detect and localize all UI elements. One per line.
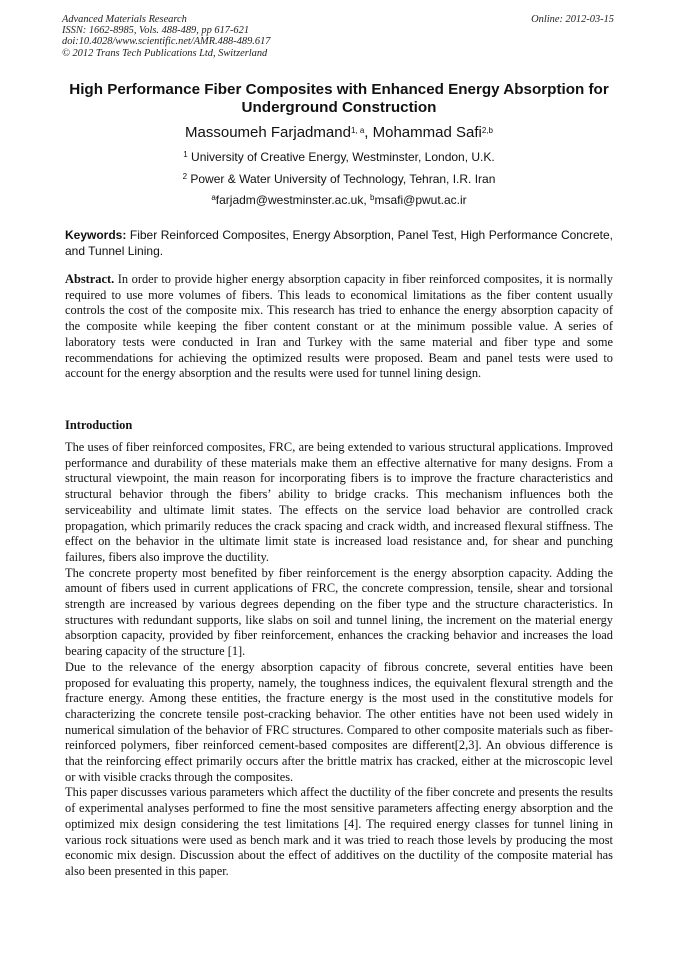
affiliation-1 xyxy=(40,150,638,164)
body-paragraph: This paper discusses various parameters which affect the ductility of the fiber concrete and presents the results of experimental analyses performed to fine the most sensitive parameters affecting energy absorption and the optimized mix design considering the test limitations [4]. The required energy classes for tunnel lining in various rock situations were used as bench mark and it was tried to reach those levels by producing the most economic mix design. Discussion about the effect of additives on the ductility of the composite material has also been presented in this paper. xyxy=(65,785,613,878)
affiliation-text: Power & Water University of Technology, Tehran, I.R. Iran xyxy=(187,172,496,186)
affiliation-number: 1 xyxy=(183,150,188,159)
abstract xyxy=(65,272,613,382)
journal-header xyxy=(62,14,442,59)
author-name: Mohammad Safi xyxy=(372,124,482,141)
journal-name: Advanced Materials Research xyxy=(62,14,187,25)
issn-line: ISSN: 1662-8985, Vols. 488-489, pp 617-621 xyxy=(62,25,250,37)
email-marker: a xyxy=(211,193,216,202)
author-separator: , xyxy=(364,124,373,141)
author-name: Massoumeh Farjadmand xyxy=(185,124,351,141)
email-address[interactable]: farjadm@westminster.ac.uk, xyxy=(215,193,371,207)
online-date: Online: 2012-03-15 xyxy=(531,14,614,25)
body-paragraph: The uses of fiber reinforced composites, FRC, are being extended to various structural applications. Improved performance and durability of these materials make them an effective alternative for many designs. From a structural viewpoint, the main reason for incorporating fibers is to improve the fracture characteristics and structural behavior through the fibers’ ability to bridge cracks. This mechanism influences both the serviceability and ultimate limit states. The effects on the service load behavior are controlled crack propagation, which primarily reduces the crack spacing and crack width, and increased flexural stiffness. The effect on the behavior in the ultimate limit state is increased load resistance and, for shear and punching failures, fibers also improve the ductility. xyxy=(65,440,613,564)
author-superscript: 1, a xyxy=(350,126,365,135)
keywords-text: Fiber Reinforced Composites, Energy Absorption, Panel Test, High Performance Concrete, and Tunnel Lining. xyxy=(65,228,613,258)
abstract-label: Abstract. xyxy=(65,272,115,286)
doi-line[interactable]: doi:10.4028/www.scientific.net/AMR.488-489.617 xyxy=(62,36,271,48)
copyright-line: © 2012 Trans Tech Publications Ltd, Switzerland xyxy=(62,47,268,59)
email-line xyxy=(40,193,638,207)
section-heading-introduction: Introduction xyxy=(65,418,133,432)
email-marker: b xyxy=(370,193,375,202)
keywords-label: Keywords: xyxy=(65,228,127,242)
email-address[interactable]: msafi@pwut.ac.ir xyxy=(374,193,467,207)
body-paragraph: Due to the relevance of the energy absorption capacity of fibrous concrete, several entities have been proposed for evaluating this property, namely, the toughness indices, the equivalent flexural strength and the fracture energy. Among these entities, the fracture energy is the most used in the constitutive models for characterizing the concrete tensile post-cracking behavior. The other entities have not been used widely in numerical simulation of the behavior of FRC structures. Compared to other composite materials such as fiber-reinforced polymers, fiber reinforced cement-based composites are different[2,3]. An obvious difference is that the reinforcing effect primarily occurs after the brittle matrix has cracked, either at the microscopic level or with visible cracks through the composites. xyxy=(65,659,613,784)
introduction-body xyxy=(65,440,613,880)
affiliation-text: University of Creative Energy, Westminster, London, U.K. xyxy=(187,150,495,164)
keywords xyxy=(65,227,613,259)
body-paragraph: The concrete property most benefited by fiber reinforcement is the energy absorption capacity. Adding the amount of fibers used in current applications of FRC, the concrete compression, tensile, shear and torsional strength are increased by various degrees depending on the fiber type and the structure characteristics. In structures with redundant supports, like slabs on soil and tunnel lining, the increment on the material energy absorption capacity, provided by fiber reinforcement, enhances the cracking behavior and increases the load bearing capacity of the structure [1]. xyxy=(65,565,613,659)
author-superscript: 2,b xyxy=(481,126,493,135)
paper-title: High Performance Fiber Composites with Enhanced Energy Absorption for Underground Construction xyxy=(69,81,609,116)
affiliation-number: 2 xyxy=(182,172,188,181)
author-line xyxy=(40,124,638,142)
abstract-text: In order to provide higher energy absorption capacity in fiber reinforced composites, it is normally required to use more volumes of fibers. This leads to economical limitations as the fiber content usually controls the cost of the composite mix. This research has tried to enhance the energy absorption capacity of the composite while keeping the fiber content constant or at the minimum possible value. A series of laboratory tests were conducted in Iran and Turkey with the same material and fiber type and some recommendations for achieving the optimized results were proposed. Beam and panel tests were used to account for the energy absorption and the results were used for tunnel lining design. xyxy=(65,272,613,381)
affiliation-2 xyxy=(40,172,638,186)
